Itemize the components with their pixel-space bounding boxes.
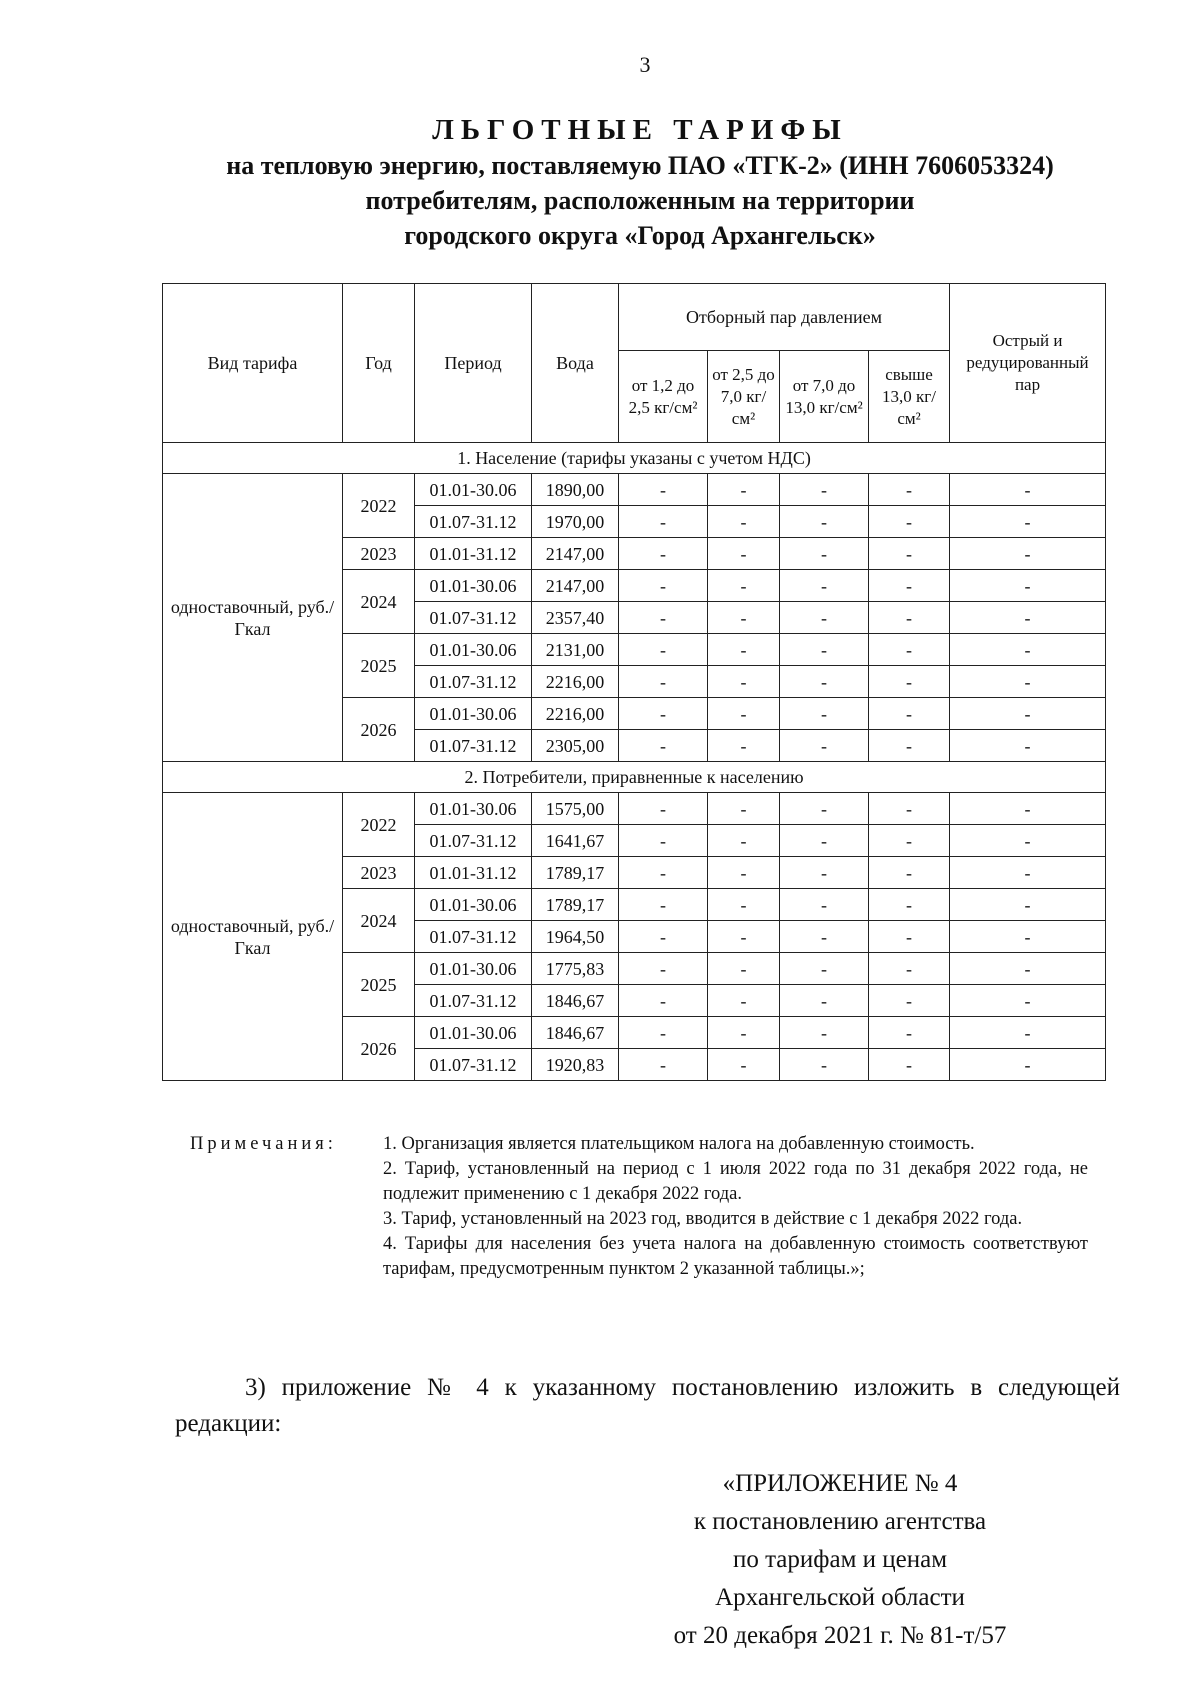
period-cell: 01.07-31.12: [415, 506, 532, 538]
empty-cell: -: [708, 538, 780, 570]
water-cell: 1789,17: [532, 889, 619, 921]
empty-cell: -: [780, 793, 869, 825]
header-tariff-type: Вид тарифа: [163, 284, 343, 443]
water-cell: 1641,67: [532, 825, 619, 857]
empty-cell: -: [869, 825, 950, 857]
appendix-line-5: от 20 декабря 2021 г. № 81-т/57: [673, 1622, 1007, 1649]
empty-cell: -: [780, 474, 869, 506]
period-cell: 01.01-30.06: [415, 953, 532, 985]
tariff-type-cell: одноставочный, руб./Гкал: [163, 793, 343, 1081]
title-line-1: на тепловую энергию, поставляемую ПАО «ТГК-2» (ИНН 7606053324): [226, 151, 1054, 180]
period-cell: 01.01-30.06: [415, 474, 532, 506]
empty-cell: -: [619, 889, 708, 921]
empty-cell: -: [869, 666, 950, 698]
appendix-line-2: к постановлению агентства: [693, 1508, 987, 1535]
header-steam-group: Отборный пар давлением: [619, 284, 950, 351]
empty-cell: -: [780, 953, 869, 985]
empty-cell: -: [869, 1049, 950, 1081]
empty-cell: -: [708, 985, 780, 1017]
empty-cell: -: [619, 666, 708, 698]
empty-cell: -: [708, 602, 780, 634]
water-cell: 2147,00: [532, 538, 619, 570]
empty-cell: -: [619, 1049, 708, 1081]
water-cell: 1890,00: [532, 474, 619, 506]
section-title: 1. Население (тарифы указаны с учетом НДС): [163, 443, 1106, 474]
empty-cell: -: [619, 570, 708, 602]
empty-cell: -: [950, 953, 1106, 985]
period-cell: 01.07-31.12: [415, 666, 532, 698]
water-cell: 2131,00: [532, 634, 619, 666]
empty-cell: -: [619, 698, 708, 730]
tariff-body: [163, 443, 1106, 1081]
empty-cell: -: [950, 889, 1106, 921]
empty-cell: -: [708, 1049, 780, 1081]
empty-cell: -: [708, 634, 780, 666]
empty-cell: -: [708, 825, 780, 857]
empty-cell: -: [619, 506, 708, 538]
water-cell: 1964,50: [532, 921, 619, 953]
year-cell: 2022: [343, 793, 415, 857]
empty-cell: -: [780, 730, 869, 762]
empty-cell: -: [780, 921, 869, 953]
header-year: Год: [343, 284, 415, 443]
appendix-header: [640, 1465, 1040, 1655]
period-cell: 01.01-30.06: [415, 1017, 532, 1049]
empty-cell: -: [869, 634, 950, 666]
empty-cell: -: [869, 889, 950, 921]
year-cell: 2025: [343, 634, 415, 698]
year-cell: 2025: [343, 953, 415, 1017]
empty-cell: -: [869, 474, 950, 506]
empty-cell: -: [780, 985, 869, 1017]
empty-cell: -: [708, 666, 780, 698]
period-cell: 01.01-31.12: [415, 538, 532, 570]
empty-cell: -: [708, 730, 780, 762]
water-cell: 1846,67: [532, 985, 619, 1017]
empty-cell: -: [869, 793, 950, 825]
period-cell: 01.07-31.12: [415, 1049, 532, 1081]
water-cell: 2305,00: [532, 730, 619, 762]
amendment-paragraph: 3) приложение № 4 к указанному постановлению изложить в следующей редакции:: [175, 1374, 1120, 1437]
empty-cell: -: [708, 698, 780, 730]
empty-cell: -: [780, 602, 869, 634]
period-cell: 01.01-30.06: [415, 698, 532, 730]
year-cell: 2023: [343, 538, 415, 570]
note-item: 2. Тариф, установленный на период с 1 июля 2022 года по 31 декабря 2022 года, не подлежит применению с 1 декабря 2022 года.: [383, 1159, 1088, 1204]
empty-cell: -: [708, 474, 780, 506]
empty-cell: -: [780, 825, 869, 857]
empty-cell: -: [950, 730, 1106, 762]
empty-cell: -: [780, 889, 869, 921]
empty-cell: -: [950, 474, 1106, 506]
water-cell: 1575,00: [532, 793, 619, 825]
water-cell: 1970,00: [532, 506, 619, 538]
empty-cell: -: [708, 889, 780, 921]
title-line-2: потребителям, расположенным на территории: [365, 186, 915, 215]
period-cell: 01.01-30.06: [415, 634, 532, 666]
empty-cell: -: [780, 666, 869, 698]
title-line-3: городского округа «Город Архангельск»: [404, 221, 876, 250]
empty-cell: -: [950, 1017, 1106, 1049]
period-cell: 01.07-31.12: [415, 921, 532, 953]
empty-cell: -: [619, 953, 708, 985]
empty-cell: -: [619, 634, 708, 666]
empty-cell: -: [869, 857, 950, 889]
period-cell: 01.07-31.12: [415, 985, 532, 1017]
year-cell: 2022: [343, 474, 415, 538]
appendix-line-3: по тарифам и ценам: [732, 1546, 948, 1573]
year-cell: 2026: [343, 698, 415, 762]
empty-cell: -: [708, 506, 780, 538]
note-item: 3. Тариф, установленный на 2023 год, вводится в действие с 1 декабря 2022 года.: [383, 1209, 1023, 1229]
empty-cell: -: [708, 793, 780, 825]
empty-cell: -: [950, 506, 1106, 538]
empty-cell: -: [619, 602, 708, 634]
note-item: 4. Тарифы для населения без учета налога на добавленную стоимость соответствуют тарифам, предусмотренным пунктом 2 указанной таблицы.»;: [383, 1234, 1088, 1279]
water-cell: 1846,67: [532, 1017, 619, 1049]
empty-cell: -: [619, 825, 708, 857]
header-period: Период: [415, 284, 532, 443]
header-water: Вода: [532, 284, 619, 443]
empty-cell: -: [619, 538, 708, 570]
empty-cell: -: [619, 1017, 708, 1049]
empty-cell: -: [869, 698, 950, 730]
period-cell: 01.01-31.12: [415, 857, 532, 889]
empty-cell: -: [950, 570, 1106, 602]
empty-cell: -: [950, 825, 1106, 857]
empty-cell: -: [619, 730, 708, 762]
header-steam-2: от 2,5 до 7,0 кг/см²: [708, 351, 780, 443]
empty-cell: -: [869, 602, 950, 634]
notes-list: [383, 1132, 1088, 1282]
empty-cell: -: [869, 730, 950, 762]
empty-cell: -: [950, 985, 1106, 1017]
notes-label: Примечания:: [190, 1134, 337, 1154]
period-cell: 01.01-30.06: [415, 889, 532, 921]
empty-cell: -: [619, 985, 708, 1017]
water-cell: 1920,83: [532, 1049, 619, 1081]
empty-cell: -: [708, 921, 780, 953]
water-cell: 1775,83: [532, 953, 619, 985]
title-main: ЛЬГОТНЫЕ ТАРИФЫ: [432, 114, 848, 146]
empty-cell: -: [708, 953, 780, 985]
empty-cell: -: [869, 953, 950, 985]
empty-cell: -: [780, 506, 869, 538]
period-cell: 01.01-30.06: [415, 570, 532, 602]
empty-cell: -: [950, 698, 1106, 730]
empty-cell: -: [950, 793, 1106, 825]
empty-cell: -: [950, 857, 1106, 889]
period-cell: 01.07-31.12: [415, 825, 532, 857]
section-row: [163, 443, 1106, 474]
page-number: 3: [639, 52, 651, 77]
empty-cell: -: [619, 474, 708, 506]
table-row: [163, 474, 1106, 506]
year-cell: 2023: [343, 857, 415, 889]
appendix-line-1: «ПРИЛОЖЕНИЕ № 4: [722, 1470, 958, 1497]
empty-cell: -: [619, 793, 708, 825]
section-row: [163, 762, 1106, 793]
empty-cell: -: [780, 538, 869, 570]
empty-cell: -: [869, 921, 950, 953]
period-cell: 01.01-30.06: [415, 793, 532, 825]
empty-cell: -: [619, 921, 708, 953]
header-steam-1: от 1,2 до 2,5 кг/см²: [619, 351, 708, 443]
year-cell: 2024: [343, 570, 415, 634]
water-cell: 2216,00: [532, 666, 619, 698]
empty-cell: -: [708, 570, 780, 602]
water-cell: 2357,40: [532, 602, 619, 634]
tariff-type-cell: одноставочный, руб./Гкал: [163, 474, 343, 762]
period-cell: 01.07-31.12: [415, 602, 532, 634]
tariff-table: [162, 283, 1106, 1081]
water-cell: 1789,17: [532, 857, 619, 889]
empty-cell: -: [950, 1049, 1106, 1081]
empty-cell: -: [950, 602, 1106, 634]
header-steam-3: от 7,0 до 13,0 кг/см²: [780, 351, 869, 443]
empty-cell: -: [780, 570, 869, 602]
empty-cell: -: [950, 538, 1106, 570]
empty-cell: -: [950, 634, 1106, 666]
empty-cell: -: [950, 666, 1106, 698]
empty-cell: -: [708, 1017, 780, 1049]
appendix-line-4: Архангельской области: [715, 1584, 965, 1611]
empty-cell: -: [708, 857, 780, 889]
header-steam-4: свыше 13,0 кг/см²: [869, 351, 950, 443]
empty-cell: -: [619, 857, 708, 889]
empty-cell: -: [950, 921, 1106, 953]
water-cell: 2216,00: [532, 698, 619, 730]
water-cell: 2147,00: [532, 570, 619, 602]
note-item: 1. Организация является плательщиком налога на добавленную стоимость.: [383, 1134, 975, 1154]
empty-cell: -: [780, 1049, 869, 1081]
header-sharp-steam: Острый и редуцированный пар: [950, 284, 1106, 443]
year-cell: 2026: [343, 1017, 415, 1081]
empty-cell: -: [780, 857, 869, 889]
period-cell: 01.07-31.12: [415, 730, 532, 762]
table-row: [163, 793, 1106, 825]
empty-cell: -: [869, 538, 950, 570]
document-title: [150, 112, 1130, 253]
empty-cell: -: [780, 634, 869, 666]
year-cell: 2024: [343, 889, 415, 953]
empty-cell: -: [869, 570, 950, 602]
empty-cell: -: [869, 1017, 950, 1049]
section-title: 2. Потребители, приравненные к населению: [163, 762, 1106, 793]
empty-cell: -: [780, 1017, 869, 1049]
empty-cell: -: [869, 985, 950, 1017]
empty-cell: -: [780, 698, 869, 730]
empty-cell: -: [869, 506, 950, 538]
